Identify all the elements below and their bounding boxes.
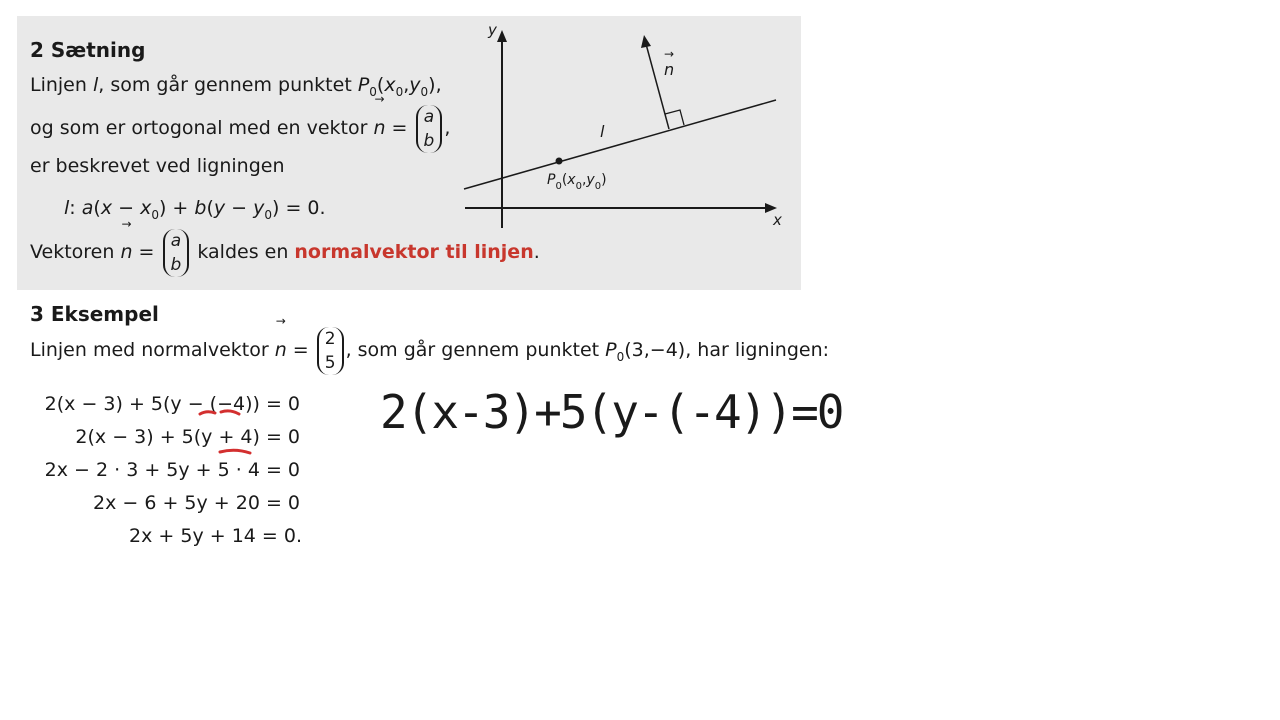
handwritten-equation: 2(x-3)+5(y-(-4))=0 [380, 385, 843, 439]
subscript: 0 [369, 85, 377, 99]
equation-step: 2x − 6 + 5y + 20 = 0 [92, 492, 300, 514]
theorem-line-1: Linjen l, som går gennem punktet $P_0(x_0,y_0)$, [30, 74, 442, 99]
n-vector-symbol: → n [373, 92, 386, 139]
equation-step: 2x + 5y + 14 = 0. [129, 525, 302, 547]
example-column-vector: 2 5 [317, 327, 344, 375]
line-l [464, 100, 776, 189]
point-symbol: P [357, 74, 370, 96]
theorem-line-2: og som er ortogonal med en vektor → n = a b , [30, 103, 450, 153]
theorem-line-3: er beskrevet ved ligningen [30, 155, 285, 177]
theorem-line-5: Vektoren → n = a b kaldes en normalvektor til linjen. [30, 217, 540, 275]
y-axis-arrow [497, 30, 507, 42]
line-l-label: l [600, 122, 605, 141]
text: Linjen [30, 74, 93, 96]
y-axis-label: y [488, 21, 497, 39]
x-axis-label: x [773, 211, 782, 229]
example-intro: Linjen med normalvektor → n = 2 5 , som går gennem punktet $P_0(3,-4)$, har ligningen: [30, 325, 829, 382]
theorem-equation: l: $a(x - x_0) + b(y - y_0) = 0$. [64, 197, 326, 222]
equation-step: 2(x − 3) + 5(y − (−4)) = 0 [44, 393, 300, 415]
column-vector: a b [163, 229, 190, 277]
y-symbol: y [409, 74, 421, 96]
point-p0 [556, 158, 563, 165]
n-vector-symbol: → n [120, 217, 133, 263]
text: , som går gennem punktet [98, 74, 358, 96]
text: og som er ortogonal med en vektor [30, 117, 374, 139]
normal-vector-diagram [455, 18, 795, 238]
example-heading: 3 Eksempel [30, 302, 159, 326]
theorem-heading: 2 Sætning [30, 38, 146, 62]
red-underline-1 [200, 412, 215, 414]
column-vector: a b [416, 105, 443, 153]
equation-step: 2x − 2 · 3 + 5y + 5 · 4 = 0 [44, 459, 300, 481]
red-underline-3 [220, 450, 250, 453]
normal-vector-arrow [641, 35, 651, 48]
red-underline-2 [221, 411, 239, 414]
normalvektor-highlight: normalvektor til linjen [294, 241, 534, 263]
point-p0-label: $P_0(x_0,y_0)$ [547, 172, 607, 192]
red-annotations [195, 400, 275, 470]
equation-step: 2(x − 3) + 5(y + 4) = 0 [75, 426, 300, 448]
line-symbol: l [92, 74, 99, 96]
x-symbol: x [384, 74, 396, 96]
n-vector-symbol: → n [274, 314, 287, 361]
n-label: → n [664, 47, 675, 79]
